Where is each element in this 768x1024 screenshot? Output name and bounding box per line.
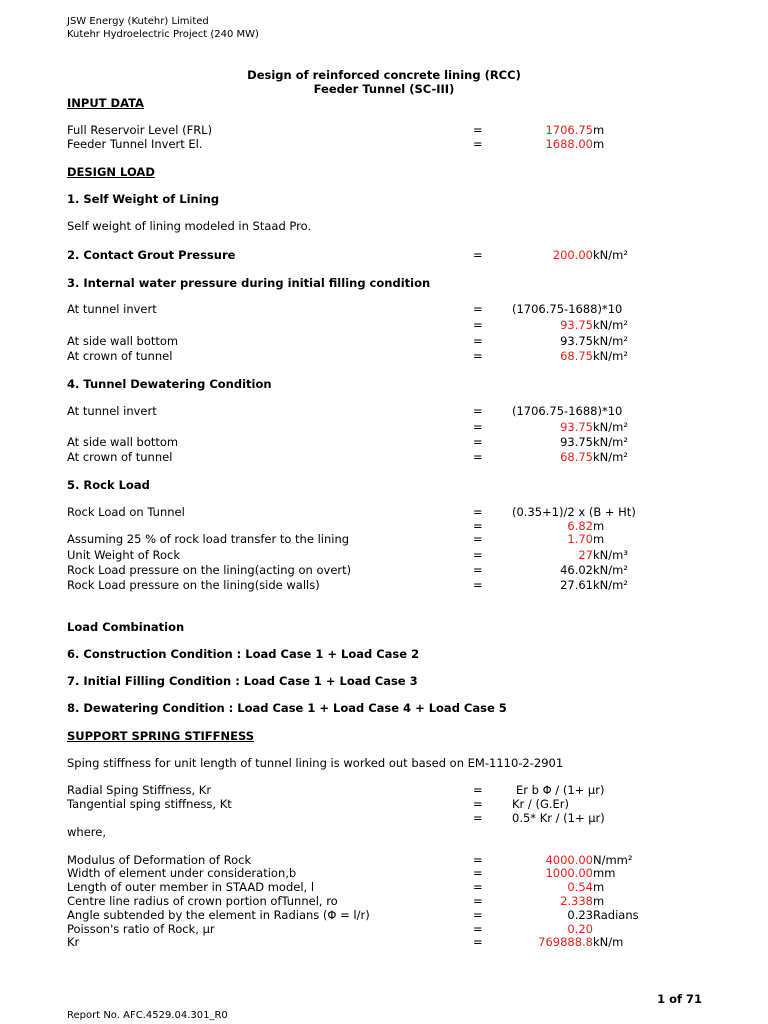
row-unit: m	[593, 137, 605, 151]
row-rock-25	[0, 532, 768, 546]
equals-sign: =	[473, 505, 483, 519]
row-unit: m	[593, 519, 605, 533]
section-initial-filling: 7. Initial Filling Condition : Load Case 1 + Load Case 3	[67, 674, 418, 688]
row-kr-formula	[0, 783, 768, 797]
equals-sign: =	[473, 248, 483, 262]
row-label: Radial Sping Stiffness, Kr	[67, 783, 212, 797]
row-fill-invert	[0, 302, 768, 316]
row-value: 6.82	[567, 519, 593, 533]
row-rock-side	[0, 578, 768, 592]
row-unit: m	[593, 894, 605, 908]
row-rock-overt	[0, 563, 768, 577]
project-name: Kutehr Hydroelectric Project (240 MW)	[67, 29, 259, 40]
section-load-combination: Load Combination	[67, 620, 185, 634]
row-label: Length of outer member in STAAD model, l	[67, 880, 315, 894]
row-label: Rock Load on Tunnel	[67, 505, 185, 519]
row-label: 2. Contact Grout Pressure	[67, 248, 236, 262]
doc-title: Design of reinforced concrete lining (RCC)	[247, 68, 521, 82]
row-label: Modulus of Deformation of Rock	[67, 853, 252, 867]
equals-sign: =	[473, 922, 483, 936]
equals-sign: =	[473, 334, 483, 348]
equals-sign: =	[473, 935, 483, 949]
row-unit: kN/m²	[593, 435, 628, 449]
row-kt-formula-2	[0, 811, 768, 825]
section-dewatering: 4. Tunnel Dewatering Condition	[67, 377, 272, 391]
row-value: 93.75	[560, 435, 593, 449]
row-expression: Er b Φ / (1+ μr)	[516, 783, 605, 797]
section-self-weight: 1. Self Weight of Lining	[67, 192, 220, 206]
row-unit: m	[593, 532, 605, 546]
self-weight-text: Self weight of lining modeled in Staad Pro.	[67, 219, 312, 233]
row-value: 1706.75	[545, 123, 593, 137]
row-unit: kN/m²	[593, 563, 628, 577]
section-internal-water: 3. Internal water pressure during initial filling condition	[67, 276, 431, 290]
row-value: 46.02	[560, 563, 593, 577]
equals-sign: =	[473, 578, 483, 592]
row-unit: kN/m²	[593, 450, 628, 464]
row-invert	[0, 137, 768, 151]
equals-sign: =	[473, 302, 483, 316]
row-value: 769888.8	[538, 935, 593, 949]
row-length	[0, 880, 768, 894]
equals-sign: =	[473, 519, 483, 533]
row-expression: (0.35+1)/2 x (B + Ht)	[512, 505, 636, 519]
row-unit: Radians	[593, 908, 639, 922]
row-label: At crown of tunnel	[67, 450, 173, 464]
row-expression: (1706.75-1688)*10	[512, 404, 623, 418]
equals-sign: =	[473, 137, 483, 151]
row-label: At tunnel invert	[67, 404, 157, 418]
equals-sign: =	[473, 435, 483, 449]
row-contact-grout	[0, 248, 768, 262]
row-label: Width of element under consideration,b	[67, 866, 297, 880]
row-label: Tangential sping stiffness, Kt	[67, 797, 232, 811]
row-unit: m	[593, 880, 605, 894]
equals-sign: =	[473, 908, 483, 922]
equals-sign: =	[473, 532, 483, 546]
row-poisson	[0, 922, 768, 936]
row-label: At crown of tunnel	[67, 349, 173, 363]
row-value: 0.20	[567, 922, 593, 936]
row-angle	[0, 908, 768, 922]
equals-sign: =	[473, 880, 483, 894]
row-frl	[0, 123, 768, 137]
doc-subtitle: Feeder Tunnel (SC-III)	[313, 82, 455, 96]
row-rock-load-value	[0, 519, 768, 533]
section-design-load: DESIGN LOAD	[67, 165, 155, 179]
row-unit: kN/m	[593, 935, 624, 949]
equals-sign: =	[473, 318, 483, 332]
row-label: Centre line radius of crown portion ofTunnel, ro	[67, 894, 338, 908]
row-value: 0.23	[567, 908, 593, 922]
row-dew-invert-value	[0, 420, 768, 434]
equals-sign: =	[473, 123, 483, 137]
equals-sign: =	[473, 563, 483, 577]
row-label: Rock Load pressure on the lining(side walls)	[67, 578, 320, 592]
report-number: Report No. AFC.4529.04.301_R0	[67, 1010, 228, 1021]
row-value: 1.70	[567, 532, 593, 546]
row-label: At side wall bottom	[67, 435, 179, 449]
row-label: At side wall bottom	[67, 334, 179, 348]
row-value: 27.61	[560, 578, 593, 592]
row-unit: kN/m²	[593, 318, 628, 332]
row-unit: kN/m²	[593, 578, 628, 592]
equals-sign: =	[473, 349, 483, 363]
row-unit: kN/m²	[593, 248, 628, 262]
row-expression: 0.5* Kr / (1+ μr)	[512, 811, 605, 825]
row-value: 27	[578, 548, 593, 562]
row-value: 68.75	[560, 349, 593, 363]
row-unit: N/mm²	[593, 853, 633, 867]
section-spring-stiffness: SUPPORT SPRING STIFFNESS	[67, 729, 254, 743]
row-fill-invert-value	[0, 318, 768, 332]
row-value: 93.75	[560, 318, 593, 332]
row-expression: (1706.75-1688)*10	[512, 302, 623, 316]
equals-sign: =	[473, 811, 483, 825]
row-unit: kN/m²	[593, 349, 628, 363]
equals-sign: =	[473, 420, 483, 434]
row-label: Kr	[67, 935, 80, 949]
section-construction: 6. Construction Condition : Load Case 1 + Load Case 2	[67, 647, 420, 661]
equals-sign: =	[473, 894, 483, 908]
row-value: 2.338	[560, 894, 593, 908]
company-name: JSW Energy (Kutehr) Limited	[67, 16, 209, 27]
row-label: Angle subtended by the element in Radians (Φ = l/r)	[67, 908, 370, 922]
row-label: Full Reservoir Level (FRL)	[67, 123, 213, 137]
row-value: 93.75	[560, 420, 593, 434]
row-label: Assuming 25 % of rock load transfer to the lining	[67, 532, 350, 546]
row-rock-load	[0, 505, 768, 519]
row-value: 4000.00	[545, 853, 593, 867]
row-unit: m	[593, 123, 605, 137]
equals-sign: =	[473, 797, 483, 811]
row-value: 1000.00	[545, 866, 593, 880]
equals-sign: =	[473, 404, 483, 418]
row-kr-value	[0, 935, 768, 949]
row-width	[0, 866, 768, 880]
page-number: 1 of 71	[657, 992, 702, 1006]
row-fill-crown	[0, 349, 768, 363]
equals-sign: =	[473, 853, 483, 867]
spring-text: Sping stiffness for unit length of tunnel lining is worked out based on EM-1110-2-2901	[67, 756, 564, 770]
row-radius	[0, 894, 768, 908]
row-value: 1688.00	[545, 137, 593, 151]
row-label: Unit Weight of Rock	[67, 548, 181, 562]
equals-sign: =	[473, 548, 483, 562]
row-label: Feeder Tunnel Invert El.	[67, 137, 203, 151]
row-label: At tunnel invert	[67, 302, 157, 316]
row-modulus	[0, 853, 768, 867]
row-unit: kN/m³	[593, 548, 628, 562]
row-fill-side	[0, 334, 768, 348]
row-kt-formula	[0, 797, 768, 811]
section-dewatering-combo: 8. Dewatering Condition : Load Case 1 + Load Case 4 + Load Case 5	[67, 701, 507, 715]
row-value: 200.00	[552, 248, 593, 262]
row-value: 0.54	[567, 880, 593, 894]
equals-sign: =	[473, 866, 483, 880]
row-unit: kN/m²	[593, 420, 628, 434]
equals-sign: =	[473, 450, 483, 464]
row-dew-crown	[0, 450, 768, 464]
row-dew-invert	[0, 404, 768, 418]
where-text: where,	[67, 825, 106, 839]
row-value: 93.75	[560, 334, 593, 348]
equals-sign: =	[473, 783, 483, 797]
section-input-data: INPUT DATA	[67, 96, 144, 110]
row-unit: mm	[593, 866, 616, 880]
row-label: Rock Load pressure on the lining(acting on overt)	[67, 563, 352, 577]
row-unit: kN/m²	[593, 334, 628, 348]
row-dew-side	[0, 435, 768, 449]
row-value: 68.75	[560, 450, 593, 464]
section-rock-load: 5. Rock Load	[67, 478, 150, 492]
row-unit-weight	[0, 548, 768, 562]
row-label: Poisson's ratio of Rock, μr	[67, 922, 215, 936]
row-expression: Kr / (G.Er)	[512, 797, 569, 811]
